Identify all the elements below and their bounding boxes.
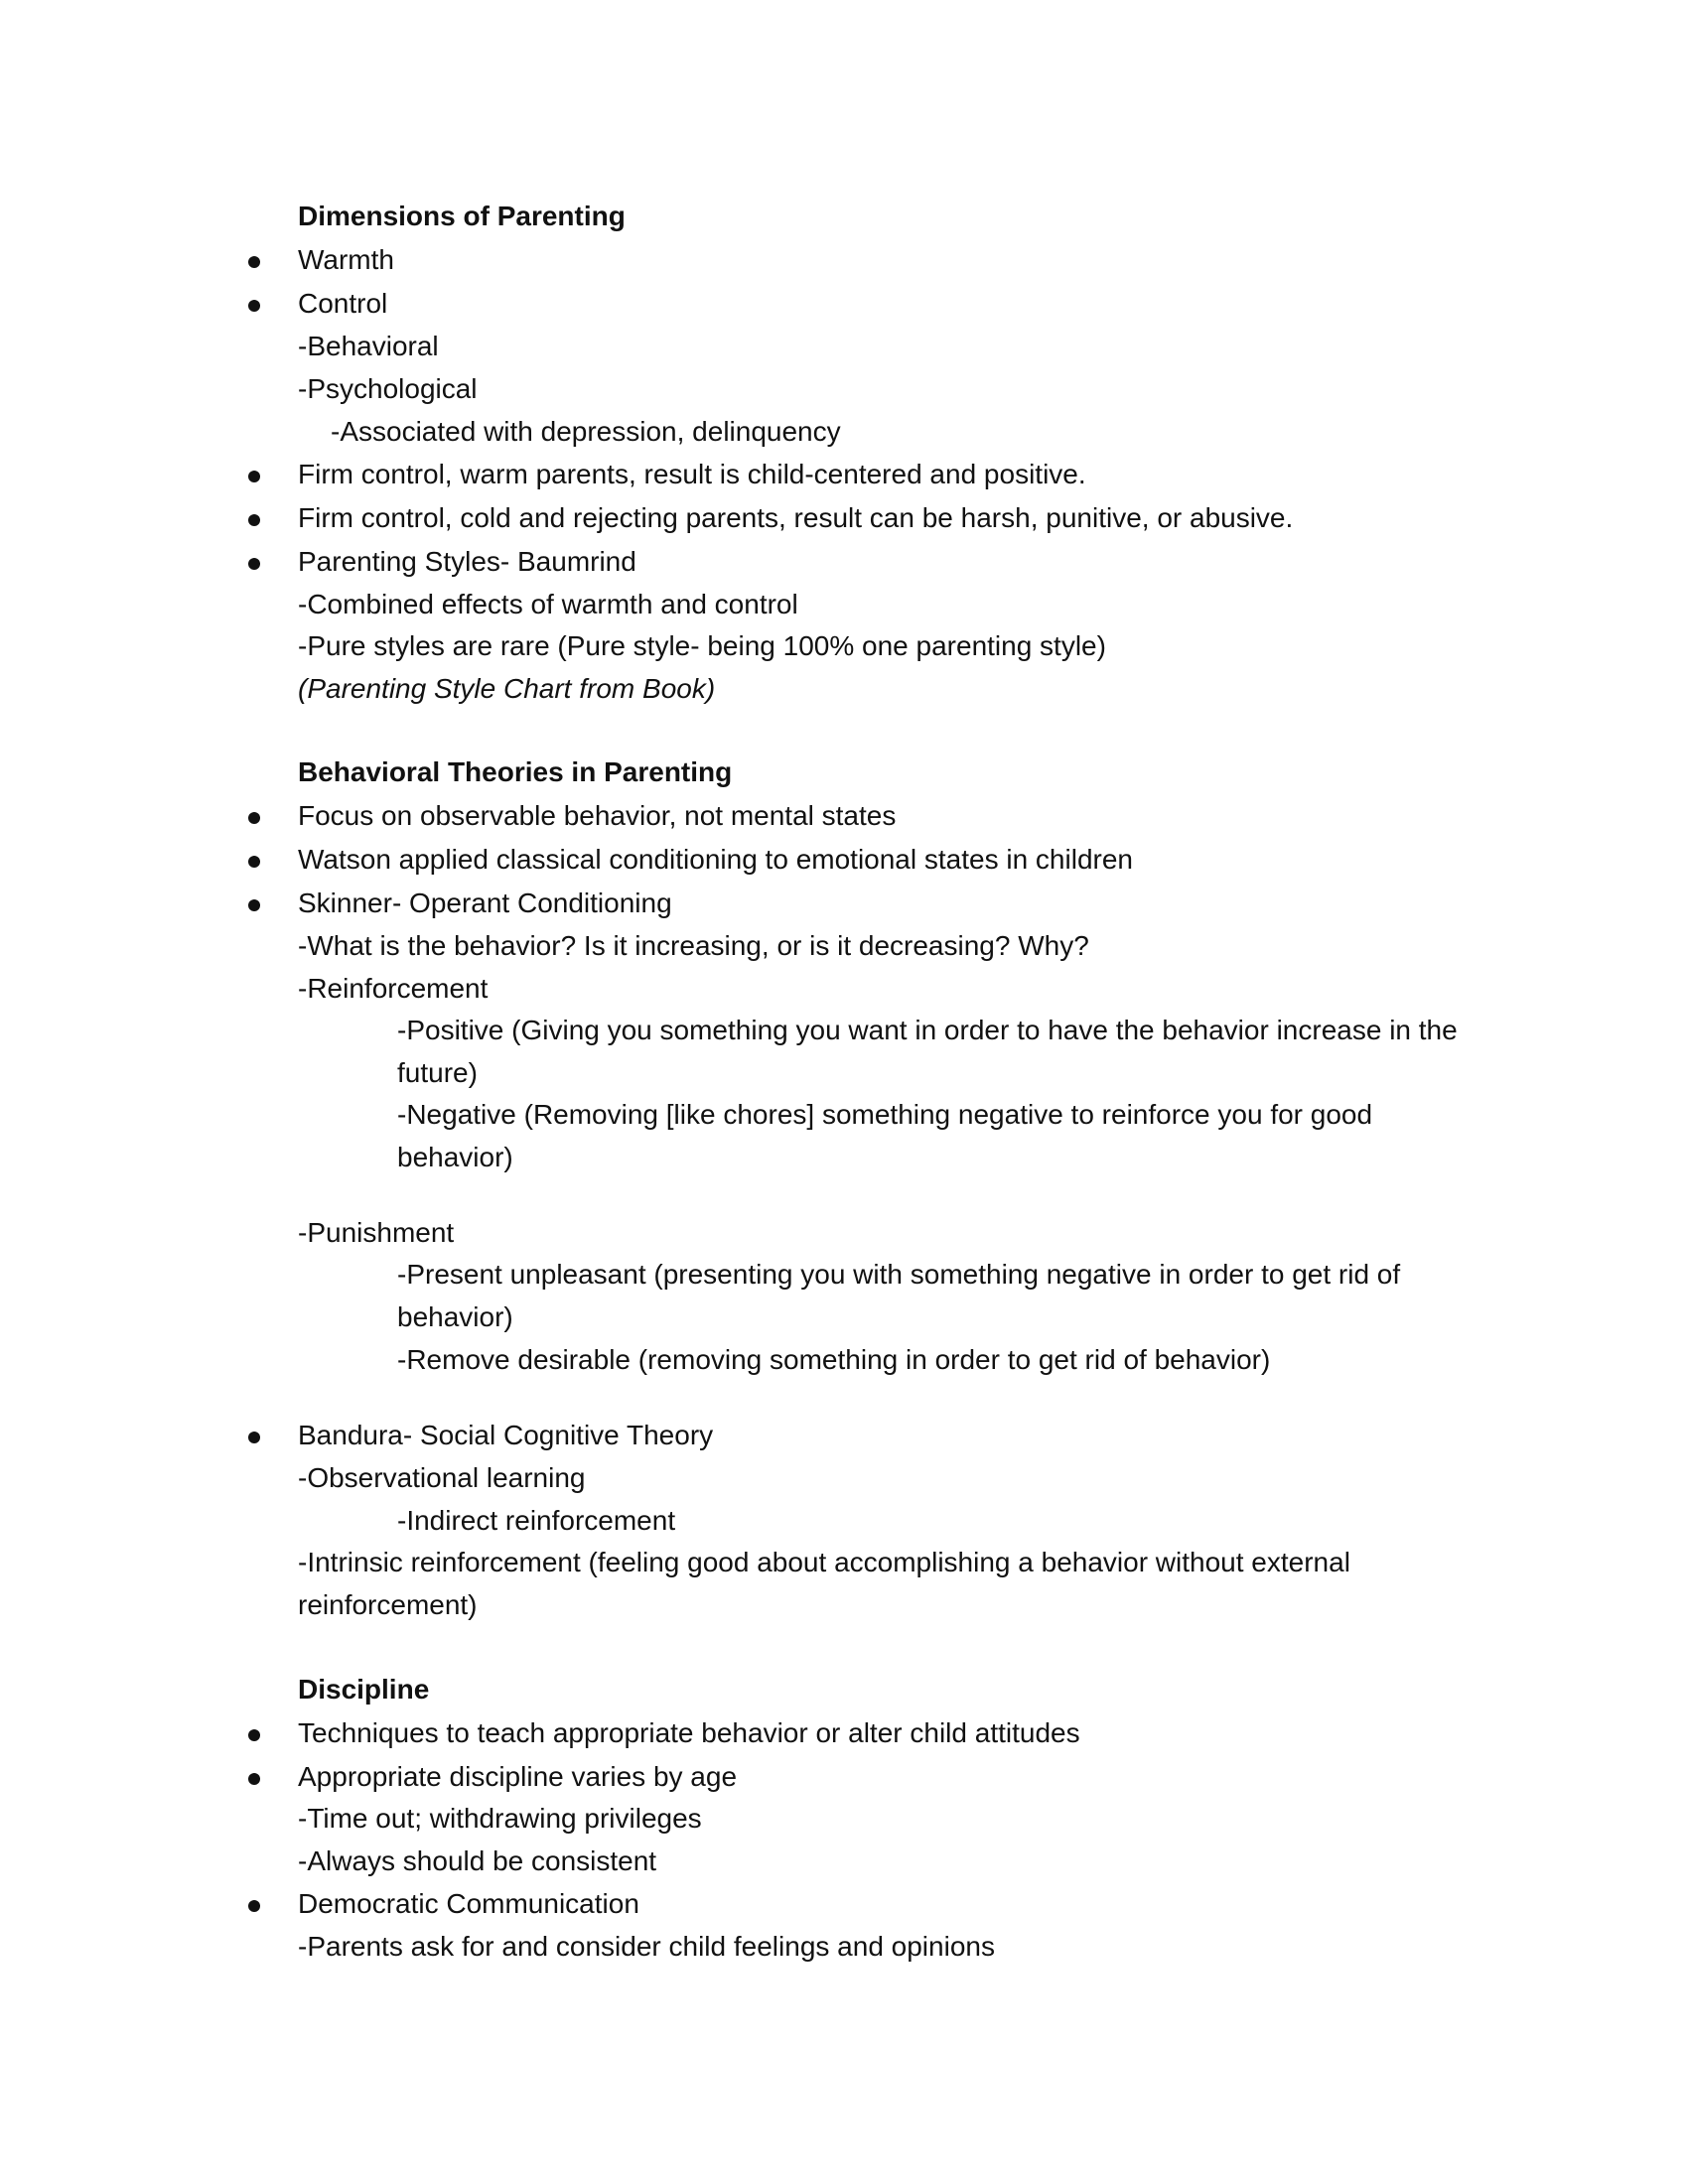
sub-item-remove: -Remove desirable (removing something in order to get rid of behavior) xyxy=(397,1344,1271,1375)
list-item-firm-cold: Firm control, cold and rejecting parents, result can be harsh, punitive, or abusive. xyxy=(298,502,1294,533)
list-item-skinner: Skinner- Operant Conditioning xyxy=(298,887,672,918)
list-item-firm-warm: Firm control, warm parents, result is child-centered and positive. xyxy=(298,459,1086,489)
sub-item-what-is: -What is the behavior? Is it increasing, or is it decreasing? Why? xyxy=(298,930,1089,961)
sub-item-negative: -Negative (Removing [like chores] something negative to reinforce you for good xyxy=(397,1099,1373,1130)
sub-item-present-cont: behavior) xyxy=(397,1301,513,1332)
sub-item-punishment: -Punishment xyxy=(298,1217,455,1248)
bullet-icon xyxy=(248,1432,260,1443)
list-item-warmth: Warmth xyxy=(298,244,394,275)
list-item-focus: Focus on observable behavior, not mental states xyxy=(298,800,897,831)
bullet-icon xyxy=(248,300,260,312)
section-heading-discipline: Discipline xyxy=(298,1674,430,1705)
sub-item-positive-cont: future) xyxy=(397,1057,478,1088)
bullet-icon xyxy=(248,256,260,268)
bullet-icon xyxy=(248,1900,260,1912)
list-item-democratic: Democratic Communication xyxy=(298,1888,639,1919)
sub-item-observational: -Observational learning xyxy=(298,1462,586,1493)
list-item-watson: Watson applied classical conditioning to emotional states in children xyxy=(298,844,1133,875)
list-item-techniques: Techniques to teach appropriate behavior or alter child attitudes xyxy=(298,1717,1080,1748)
bullet-icon xyxy=(248,1773,260,1785)
bullet-icon xyxy=(248,812,260,824)
sub-item-negative-cont: behavior) xyxy=(397,1142,513,1172)
sub-item-pure: -Pure styles are rare (Pure style- being 100% one parenting style) xyxy=(298,630,1106,661)
list-item-control: Control xyxy=(298,288,388,319)
section-heading-dimensions: Dimensions of Parenting xyxy=(298,201,626,231)
chart-note: (Parenting Style Chart from Book) xyxy=(298,673,716,704)
sub-item-consistent: -Always should be consistent xyxy=(298,1845,657,1876)
sub-item-parents-ask: -Parents ask for and consider child feelings and opinions xyxy=(298,1931,995,1962)
sub-item-combined: -Combined effects of warmth and control xyxy=(298,589,798,619)
section-heading-behavioral: Behavioral Theories in Parenting xyxy=(298,756,733,787)
bullet-icon xyxy=(248,1729,260,1741)
sub-item-intrinsic: -Intrinsic reinforcement (feeling good about accomplishing a behavior without external xyxy=(298,1547,1350,1577)
sub-item-behavioral: -Behavioral xyxy=(298,331,439,361)
bullet-icon xyxy=(248,899,260,911)
sub-item-psychological: -Psychological xyxy=(298,373,478,404)
sub-item-present: -Present unpleasant (presenting you with something negative in order to get rid of xyxy=(397,1259,1401,1290)
sub-item-associated: -Associated with depression, delinquency xyxy=(331,416,841,447)
sub-item-indirect: -Indirect reinforcement xyxy=(397,1505,676,1536)
sub-item-timeout: -Time out; withdrawing privileges xyxy=(298,1803,702,1834)
sub-item-reinforcement: -Reinforcement xyxy=(298,973,489,1004)
list-item-varies: Appropriate discipline varies by age xyxy=(298,1761,738,1792)
list-item-bandura: Bandura- Social Cognitive Theory xyxy=(298,1420,714,1450)
bullet-icon xyxy=(248,558,260,570)
sub-item-positive: -Positive (Giving you something you want in order to have the behavior increase in the xyxy=(397,1015,1458,1045)
bullet-icon xyxy=(248,514,260,526)
list-item-styles: Parenting Styles- Baumrind xyxy=(298,546,636,577)
sub-item-intrinsic-cont: reinforcement) xyxy=(298,1589,478,1620)
bullet-icon xyxy=(248,856,260,868)
bullet-icon xyxy=(248,471,260,482)
